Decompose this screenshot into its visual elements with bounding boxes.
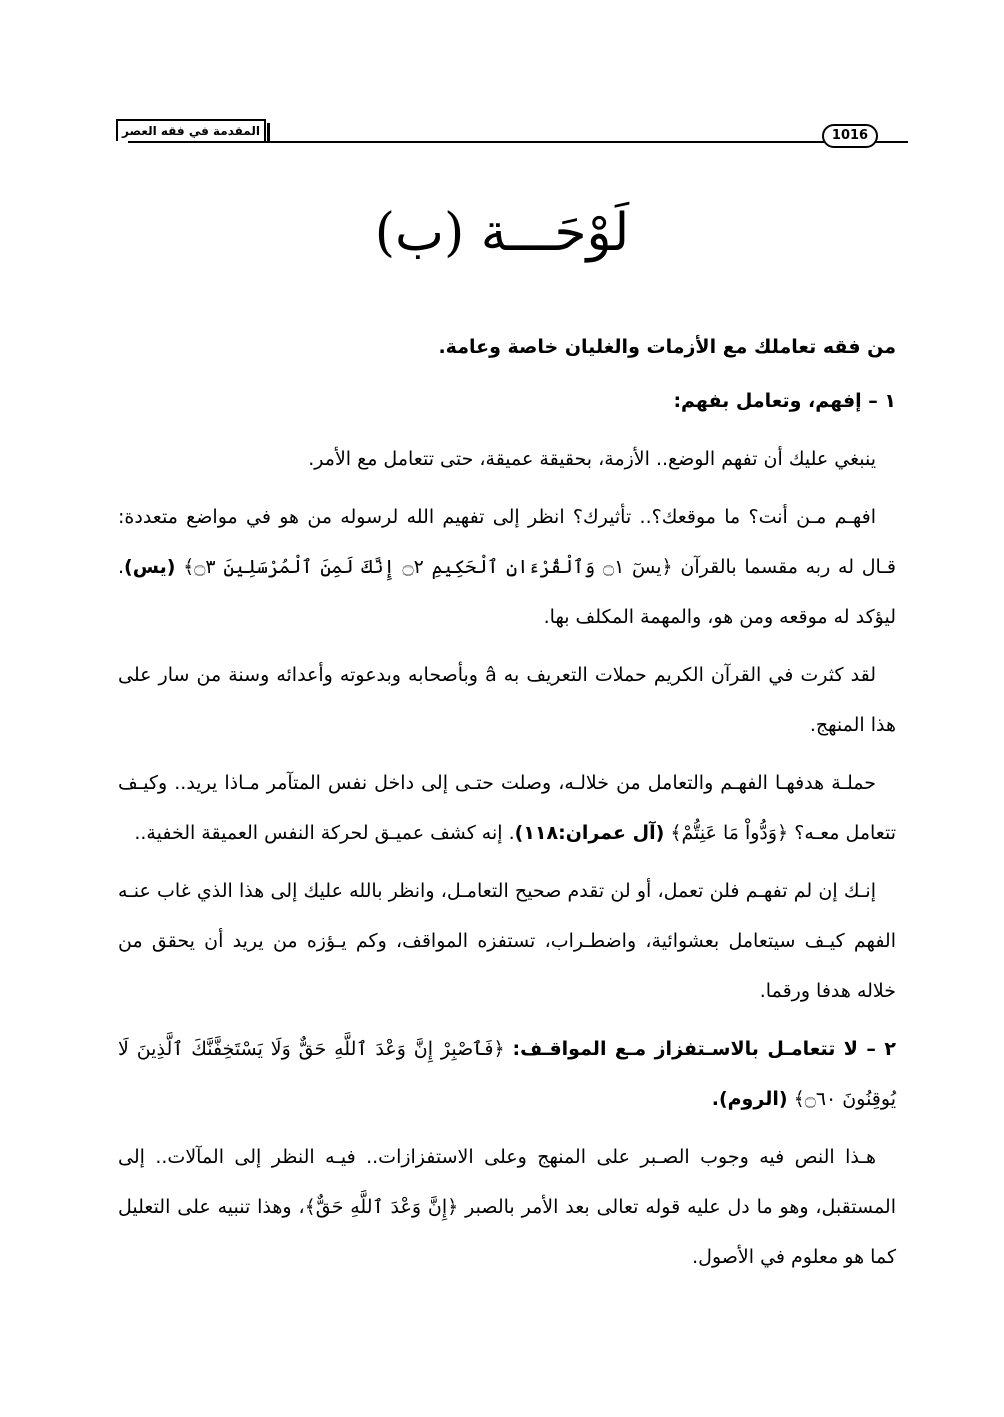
section2-p1-text-a: هـذا النص فيه وجوب الصـبر على المنهج وعلى الاستفزازات.. فيـه النظر إلى المآلات.. إلى المستقبل، وهو ما دل عليه قوله تعالى بعد الأمر بالصبر <box>118 1146 896 1218</box>
main-heading: من فقه تعاملك مع الأزمات والغليان خاصة وعامة. <box>438 336 896 358</box>
section1-heading: ١ – إفهم، وتعامل بفهم: <box>673 390 896 412</box>
body-text <box>118 322 896 1290</box>
section1-p4-text-a: حملـة هدفهـا الفهـم والتعامل من خلالـه، وصلت حتـى إلى داخل نفس المتآمر مـاذا يريد.. وكيـف تتعامل معـه؟ <box>118 772 896 844</box>
quran-verse-yasin: ﴿يسٓ ۝١ وَٱلْقُرْءَانِ ٱلْحَكِيمِ ۝٢ إِنَّكَ لَمِنَ ٱلْمُرْسَلِينَ ۝٣﴾ <box>183 556 673 578</box>
header-rule <box>128 141 908 143</box>
section1-p2-text-b: . ليؤكد له موقعه ومن هو، والمهمة المكلف بها. <box>118 556 896 628</box>
section2-p1-text-b: ، وهذا تنبيه على التعليل كما هو معلوم في الأصول. <box>118 1196 896 1268</box>
running-title: المقدمة في فقه العصر <box>116 119 266 141</box>
verse-reference-rum: (الروم). <box>711 1088 788 1110</box>
section2-heading: ٢ – لا تتعامـل بالاسـتفزاز مـع المواقـف: <box>512 1038 896 1060</box>
section1-paragraph-1: ينبغي عليك أن تفهم الوضع.. الأزمة، بحقيقة عميقة، حتى تتعامل مع الأمر. <box>308 448 876 470</box>
plate-title: لَوْحَـــة (ب) <box>374 203 630 263</box>
quran-verse-al-imran: ﴿وَدُّواْ مَا عَنِتُّمْ﴾ <box>670 822 789 844</box>
verse-reference-al-imran: (آل عمران:١١٨) <box>514 822 665 844</box>
section1-paragraph-3: لقد كثرت في القرآن الكريم حملات التعريف به â وبأصحابه وبدعوته وأعدائه وسنة من سار على هذا المنهج. <box>118 664 896 736</box>
section1-paragraph-2 <box>118 492 896 642</box>
quran-verse-rum: ﴿فَٱصْبِرْ إِنَّ وَعْدَ ٱللَّهِ حَقٌّ وَلَا يَسْتَخِفَّنَّكَ ٱلَّذِينَ لَا يُوقِنُونَ ۝٦٠﴾ <box>118 1038 896 1110</box>
verse-reference-yasin: (يس) <box>124 556 176 578</box>
section2-paragraph-1 <box>118 1132 896 1282</box>
quran-verse-promise: ﴿إِنَّ وَعْدَ ٱللَّهِ حَقٌّ﴾ <box>304 1196 459 1218</box>
page-number: 1016 <box>822 124 878 148</box>
section1-paragraph-4 <box>118 758 896 858</box>
section1-p4-text-b: . إنه كشف عميـق لحركة النفس العميقة الخفية.. <box>134 822 515 844</box>
section2-heading-line <box>118 1024 896 1124</box>
section1-p2-text-a: افهـم مـن أنت؟ ما موقعك؟.. تأثيرك؟ انظر إلى تفهيم الله لرسوله من هو في مواضع متعددة: قـال له ربه مقسما بالقرآن <box>118 506 896 578</box>
section1-paragraph-5: إنـك إن لم تفهـم فلن تعمل، أو لن تقدم صحيح التعامـل، وانظر بالله عليك إلى هذا الذي غاب عنـه الفهم كيـف سيتعامل بعشوائية، واضطـراب، تستفزه المواقف، وكم يـؤزه من يريد أن يحقق من خلاله هدفا ورقما. <box>118 880 896 1002</box>
